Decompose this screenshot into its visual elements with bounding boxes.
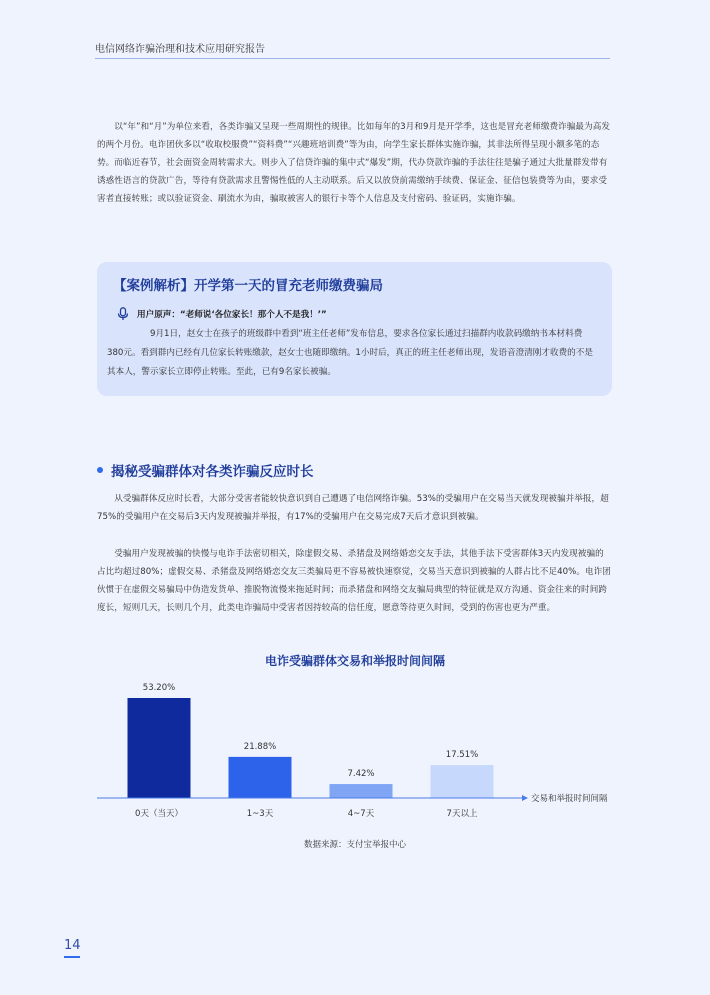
case-body-text: 9月1日，赵女士在孩子的班级群中看到“班主任老师”发布信息，要求各位家长通过扫描群内收款码缴纳书本材料费380元。看到群内已经有几位家长转账缴款，赵女士也随即缴纳。1小时后，真正的班主任老师出现，发语音澄清刚才收费的不是其本人，警示家长立即停止转账。至此，已有9名家长被骗。 [107,329,593,377]
category-label-1: 1~3天 [246,809,274,819]
section-title: 揭秘受骗群体对各类诈骗反应时长 [111,464,314,480]
case-quote-row [117,307,327,321]
bar-2 [330,784,393,798]
page-number-underline [64,956,80,958]
microphone-icon [117,307,129,321]
report-header-title: 电信网络诈骗治理和技术应用研究报告 [95,44,265,55]
chart-title: 电诈受骗群体交易和举报时间间隔 [264,654,445,668]
bar-1 [229,757,292,798]
category-label-2: 4~7天 [347,809,375,819]
section-paragraph-1: 从受骗群体反应时长看，大部分受害者能较快意识到自己遭遇了电信网络诈骗。53%的受骗用户在交易当天就发现被骗并举报，超75%的受骗用户在交易后3天内发现被骗并举报，有17%的受骗用户在交易完成7天后才意识到被骗。 [97,494,609,522]
bar-0 [128,698,191,798]
page-number: 14 [64,938,81,953]
section-paragraph-2: 受骗用户发现被骗的快慢与电诈手法密切相关，除虚假交易、杀猪盘及网络婚恋交友手法，其他手法下受害群体3天内发现被骗的占比均超过80%；虚假交易、杀猪盘及网络婚恋交友三类骗局更不容易被快速察觉，交易当天意识到被骗的人群占比不足40%。电诈团伙惯于在虚假交易骗局中伪造发货单、推脱物流慢来拖延时间；而杀猪盘和网络交友骗局典型的特征就是双方沟通、资金往来的时间跨度长，短则几天，长则几个月，此类电诈骗局中受害者因持较高的信任度，愿意等待更久时间，受到的伤害也更为严重。 [97,549,611,613]
bar-value-label-0: 53.20% [142,683,176,693]
case-analysis-box [97,262,612,396]
bar-chart [0,670,710,830]
header-divider [95,58,610,59]
section-heading [97,460,314,480]
bar-value-label-1: 21.88% [243,741,277,752]
category-label-3: 7天以上 [446,809,478,819]
x-axis-label: 交易和举报时间间隔 [531,794,608,804]
case-quote: 用户原声：“老师说‘各位家长！那个人不是我！’” [137,310,327,320]
x-axis-arrow-icon [522,795,528,801]
data-source: 数据来源：支付宝举报中心 [303,840,406,850]
category-label-0: 0天（当天） [135,809,183,819]
bullet-dot-icon [97,467,103,473]
case-title: 【案例解析】开学第一天的冒充老师缴费骗局 [113,278,383,294]
bar-3 [431,765,494,798]
bar-value-label-2: 7.42% [347,769,375,780]
intro-paragraph: 以“年”和“月”为单位来看，各类诈骗又呈现一些周期性的规律。比如每年的3月和9月是开学季，这也是冒充老师缴费诈骗最为高发的两个月份。电诈团伙多以“收取校服费”“资料费”“兴趣班培训费”等为由，向学生家长群体实施诈骗，其非法所得呈现小额多笔的态势。而临近春节，社会面资金周转需求大。则步入了信贷诈骗的集中式“爆发”期，代办贷款诈骗的手法往往是骗子通过大批量群发带有诱惑性语言的贷款广告，等待有贷款需求且警惕性低的人主动联系。后又以放贷前需缴纳手续费、保证金、征信包装费等为由，要求受害者直接转账；或以验证资金、刷流水为由，骗取被害人的银行卡等个人信息及支付密码、验证码，实施诈骗。 [97,122,610,204]
bar-value-label-3: 17.51% [445,750,479,761]
